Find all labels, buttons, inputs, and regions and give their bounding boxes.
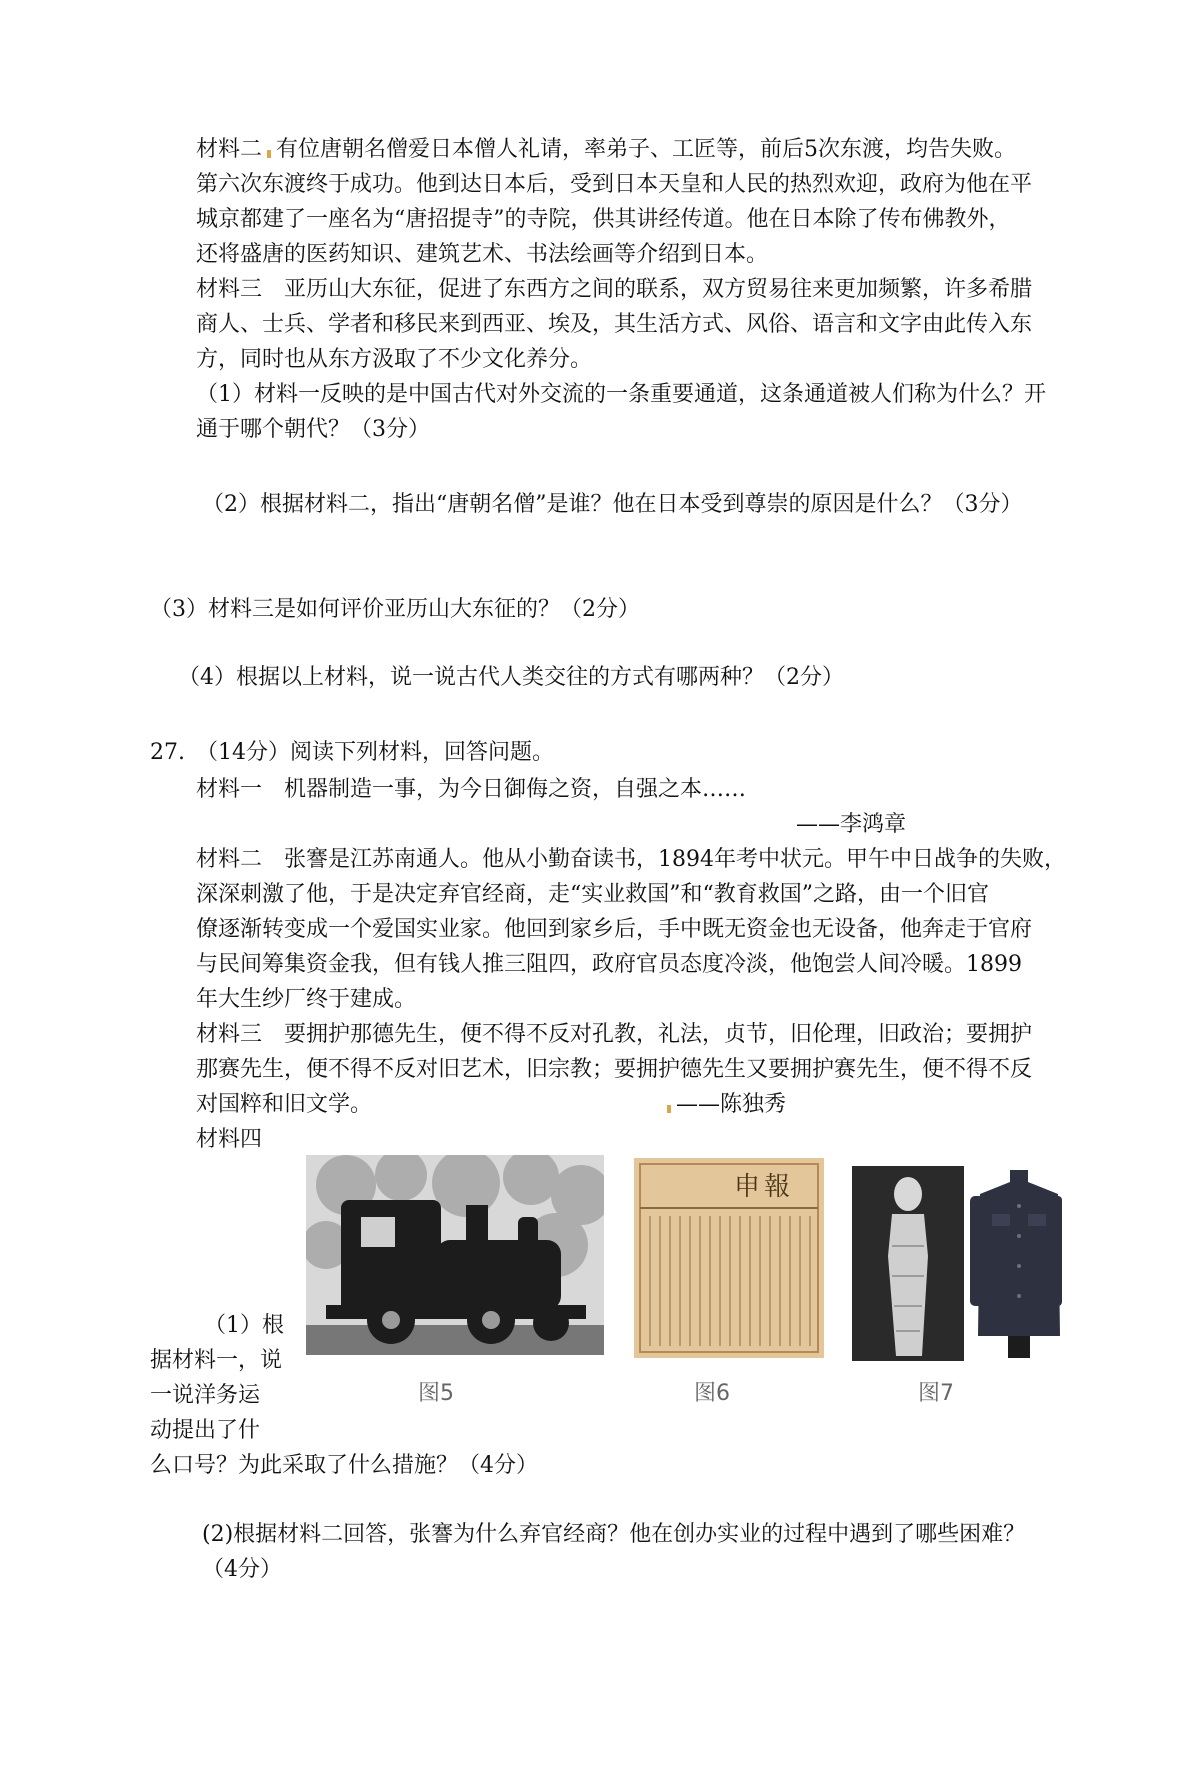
figure-6-caption: 图6: [694, 1381, 730, 1406]
mark-dot: [667, 1105, 671, 1113]
newspaper-photo-icon: [634, 1158, 824, 1358]
q27-material-1: 材料一 机器制造一事，为今日御侮之资，自强之本…… ——李鸿章: [196, 777, 906, 837]
question-26-3: （3）材料三是如何评价亚历山大东征的？（2分）: [150, 597, 640, 622]
material-3: 材料三 亚历山大东征，促进了东西方之间的联系，双方贸易往来更加频繁，许多希腊 商人、士兵、学者和移民来到西亚、埃及，其生活方式、风俗、语言和文字由此传入东 方，同时也从东方汲取了不少文化养分。: [196, 277, 1033, 372]
question-27-2: (2)根据材料二回答，张謇为什么弃官经商？他在创办实业的过程中遇到了哪些困难？ （4分）: [202, 1522, 1026, 1582]
question-27-1-tail: 么口号？为此采取了什么措施？（4分）: [150, 1453, 538, 1478]
question-27-heading: 27. （14分）阅读下列材料，回答问题。: [150, 740, 554, 765]
figure-7-caption: 图7: [918, 1381, 954, 1406]
material-2: 材料二 有位唐朝名僧爱日本僧人礼请，率弟子、工匠等，前后5次东渡，均告失败。 第六次东渡终于成功。他到达日本后，受到日本天皇和人民的热烈欢迎，政府为他在平 城京都建了一座名为“唐招提寺”的寺院，供其讲经传道。他在日本除了传布佛教外， 还将盛唐的医药知识、建筑艺术、书法绘画等介绍到日本。: [196, 137, 1033, 267]
locomotive-photo-icon: [306, 1155, 604, 1355]
question-26-4: （4）根据以上材料，说一说古代人类交往的方式有哪两种？（2分）: [178, 665, 844, 690]
question-27-1: （1）根 据材料一，说 一说洋务运 动提出了什: [150, 1313, 284, 1443]
figure-6-newspaper-photo: [634, 1158, 824, 1358]
newspaper-masthead: 申報: [734, 1172, 795, 1202]
q27-material-4-label: 材料四: [196, 1127, 263, 1152]
figure-5-locomotive-photo: [306, 1155, 604, 1355]
question-26-2: （2）根据材料二，指出“唐朝名僧”是谁？他在日本受到尊崇的原因是什么？（3分）: [202, 492, 1023, 517]
q27-material-3: 材料三 要拥护那德先生，便不得不反对孔教，礼法，贞节，旧伦理，旧政治；要拥护 那赛先生，便不得不反对旧艺术，旧宗教；要拥护德先生又要拥护赛先生，便不得不反 对国粹和旧文学。 ——陈独秀: [196, 1022, 1033, 1117]
q27-material-2: 材料二 张謇是江苏南通人。他从小勤奋读书，1894年考中状元。甲午中日战争的失败， 深深刺激了他，于是决定弃官经商，走“实业救国”和“教育救国”之路，由一个旧官 僚逐渐转变成一个爱国实业家。他回到家乡后，手中既无资金也无设备，他奔走于官府 与民间筹集资金我，但有钱人推三阻四，政府官员态度冷淡，他饱尝人间冷暖。1899 年大生纱厂终于建成。: [196, 847, 1066, 1012]
figure-5-caption: 图5: [418, 1381, 454, 1406]
mark-dot: [267, 150, 271, 158]
question-26-1: （1）材料一反映的是中国古代对外交流的一条重要通道，这条通道被人们称为什么？开 通于哪个朝代？（3分）: [196, 382, 1046, 442]
qipao-and-tunic-suit-photo-icon: [852, 1166, 1062, 1361]
figure-7-clothing-photo: [852, 1166, 1062, 1361]
